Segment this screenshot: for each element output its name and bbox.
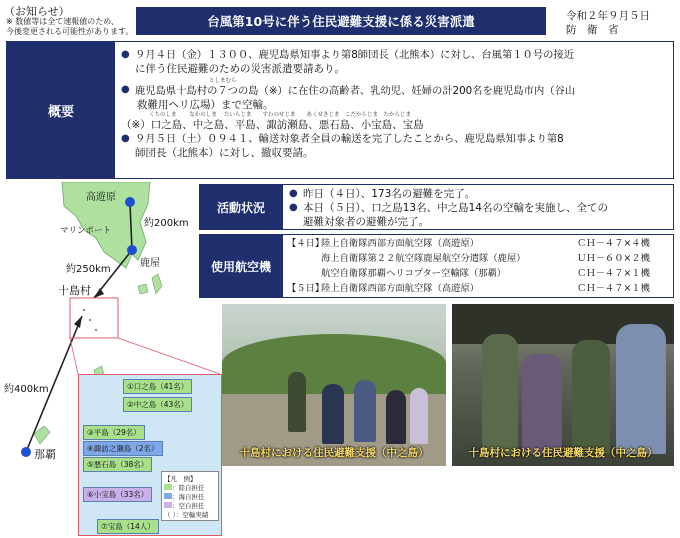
label-dist-250km: 約250km	[66, 264, 111, 275]
activity-body	[289, 187, 673, 229]
aircraft-row	[287, 236, 673, 251]
base-marker-takayubaru	[125, 197, 135, 207]
activity-item-2	[289, 201, 673, 229]
photo-2-caption: 十島村における住民避難支援（中之島）	[468, 447, 658, 459]
date-text: 令和２年９月５日	[566, 10, 650, 22]
aircraft-unit: 陸上自衛隊西部方面航空隊（高遊原）	[321, 238, 480, 249]
activity-section	[216, 184, 674, 230]
base-marker-naha	[21, 447, 31, 457]
map-panel	[0, 182, 222, 538]
legend-asdf: ：空自担任	[164, 501, 216, 510]
overview-item-2-line2: 救難用ヘリ広場）まで空輸。	[137, 99, 274, 111]
overview-note: （※）口之島、中之島、平島、諏訪瀬島、悪石島、小宝島、宝島	[121, 119, 424, 131]
overview-section	[6, 41, 674, 179]
zoom-line	[118, 338, 220, 374]
activity-item-1	[289, 187, 673, 201]
label-dist-200km: 約200km	[144, 218, 189, 229]
label-dist-400km: 約400km	[4, 384, 49, 395]
label-toshima: 十島村	[58, 284, 91, 297]
label-takayubaru: 高遊原	[86, 192, 116, 203]
aircraft-section	[210, 234, 674, 298]
aircraft-unit: 陸上自衛隊西部方面航空隊（高遊原）	[321, 283, 480, 294]
island-tag-suwanosejima: ④諏訪之瀬島（2名）	[83, 441, 163, 456]
activity-item-2-line1: 本日（５日）、口之島13名、中之島14名の空輸を実施し、全ての	[303, 202, 608, 214]
org-text: 防 衛 省	[566, 24, 619, 36]
label-kanoya: 鹿屋	[140, 258, 160, 269]
island-tag-nakanoshima: ②中之島（43名）	[123, 397, 192, 412]
aircraft-unit: 航空自衛隊那覇ヘリコプター空輸隊（那覇）	[321, 268, 507, 279]
aircraft-row	[287, 251, 673, 266]
island-tag-kuchinoshima: ①口之島（41名）	[123, 379, 192, 394]
zoom-line	[70, 338, 78, 374]
overview-item-3	[121, 132, 669, 160]
island-tag-kodakarajima: ⑥小宝島（33名）	[83, 487, 152, 502]
photo-1-people	[282, 364, 432, 454]
islands-inset	[78, 374, 222, 536]
label-marinport: マリンポート	[60, 226, 112, 236]
overview-body	[121, 48, 669, 160]
aircraft-unit: 海上自衛隊第２２航空隊鹿屋航空分遣隊（鹿屋）	[321, 253, 526, 264]
yakushima	[138, 284, 148, 294]
legend-gsdf: ：陸自担任	[164, 483, 216, 492]
label-naha: 那覇	[34, 448, 56, 461]
page-title: 台風第10号に伴う住民避難支援に係る災害派遣	[136, 7, 546, 35]
aircraft-day	[287, 251, 321, 266]
legend-title: 【凡 例】	[164, 475, 197, 483]
map-legend	[161, 471, 219, 521]
bullet-icon: ●	[121, 84, 130, 95]
activity-item-2-line2: 避難対象者の避難が完了。	[303, 216, 429, 228]
disclaimer-line-1: ※ 数値等は全て速報値のため、	[6, 17, 119, 26]
legend-note: （ ）：空輸実績	[164, 511, 209, 519]
aircraft-day	[287, 266, 321, 281]
activity-item-1-text: 昨日（４日）、173名の避難を完了。	[303, 188, 476, 200]
bullet-icon: ●	[289, 188, 298, 199]
aircraft-type: ＣＨ－４７×４機	[577, 238, 650, 249]
aircraft-type: ＣＨ－４７×１機	[577, 268, 650, 279]
photo-2	[452, 304, 674, 466]
legend-msdf: ：海自担任	[164, 492, 216, 501]
aircraft-row	[287, 266, 673, 281]
aircraft-type: ＵＨ－６０×２機	[577, 253, 650, 264]
aircraft-day: 【４日】	[287, 238, 325, 249]
aircraft-label: 使用航空機	[199, 234, 283, 298]
route-arrowhead	[94, 288, 104, 298]
ruby-toshima: としまむら	[209, 78, 237, 84]
aircraft-type: ＣＨ－４７×１機	[577, 283, 650, 294]
overview-item-3-line1: ９月５日（土）０９４１、輸送対象者全員の輸送を完了したことから、鹿児島県知事より第8	[135, 133, 564, 145]
overview-item-3-line2: 師団長（北熊本）に対し、撤収要請。	[135, 147, 314, 159]
overview-item-2-line1: 鹿児島県十島村の７つの島（※）に在住の高齢者、乳幼児、妊婦の計200名を鹿児島市内（谷山	[135, 85, 576, 97]
activity-label: 活動状況	[199, 184, 283, 230]
toshima-area-box	[70, 298, 118, 338]
overview-item-1-line1: ９月４日（金）１３００、鹿児島県知事より第8師団長（北熊本）に対し、台風第１０号の接近	[135, 49, 575, 61]
disclaimer-line-2: 今後変更される可能性があります。	[6, 27, 134, 36]
bullet-icon: ●	[121, 133, 130, 144]
base-marker-kanoya	[127, 245, 137, 255]
island-tag-tairajima: ③平島（29名）	[83, 425, 145, 440]
overview-item-1-line2: に伴う住民避難のための災害派遣要請あり。	[135, 63, 345, 75]
overview-item-2	[121, 78, 669, 132]
overview-label: 概要	[7, 42, 115, 178]
aircraft-table	[287, 236, 673, 296]
ruby-islands: くちのしま なかのしま たいらじま すわのせじま あくせきじま こだからじま たからじま	[149, 112, 412, 118]
aircraft-row	[287, 281, 673, 296]
notice-label: （お知らせ）	[4, 5, 70, 18]
tanegashima	[152, 274, 162, 294]
route-arrowhead	[74, 316, 82, 328]
photo-1-caption: 十島村における住民避難支援（中之島）	[239, 447, 429, 459]
overview-item-1	[121, 48, 669, 76]
photo-1	[222, 304, 446, 466]
bullet-icon: ●	[121, 49, 130, 60]
aircraft-day: 【５日】	[287, 283, 325, 294]
island-tag-takarajima: ⑦宝島（14人）	[97, 519, 159, 534]
bullet-icon: ●	[289, 202, 298, 213]
island-tag-akusekijima: ⑤悪石島（38名）	[83, 457, 152, 472]
